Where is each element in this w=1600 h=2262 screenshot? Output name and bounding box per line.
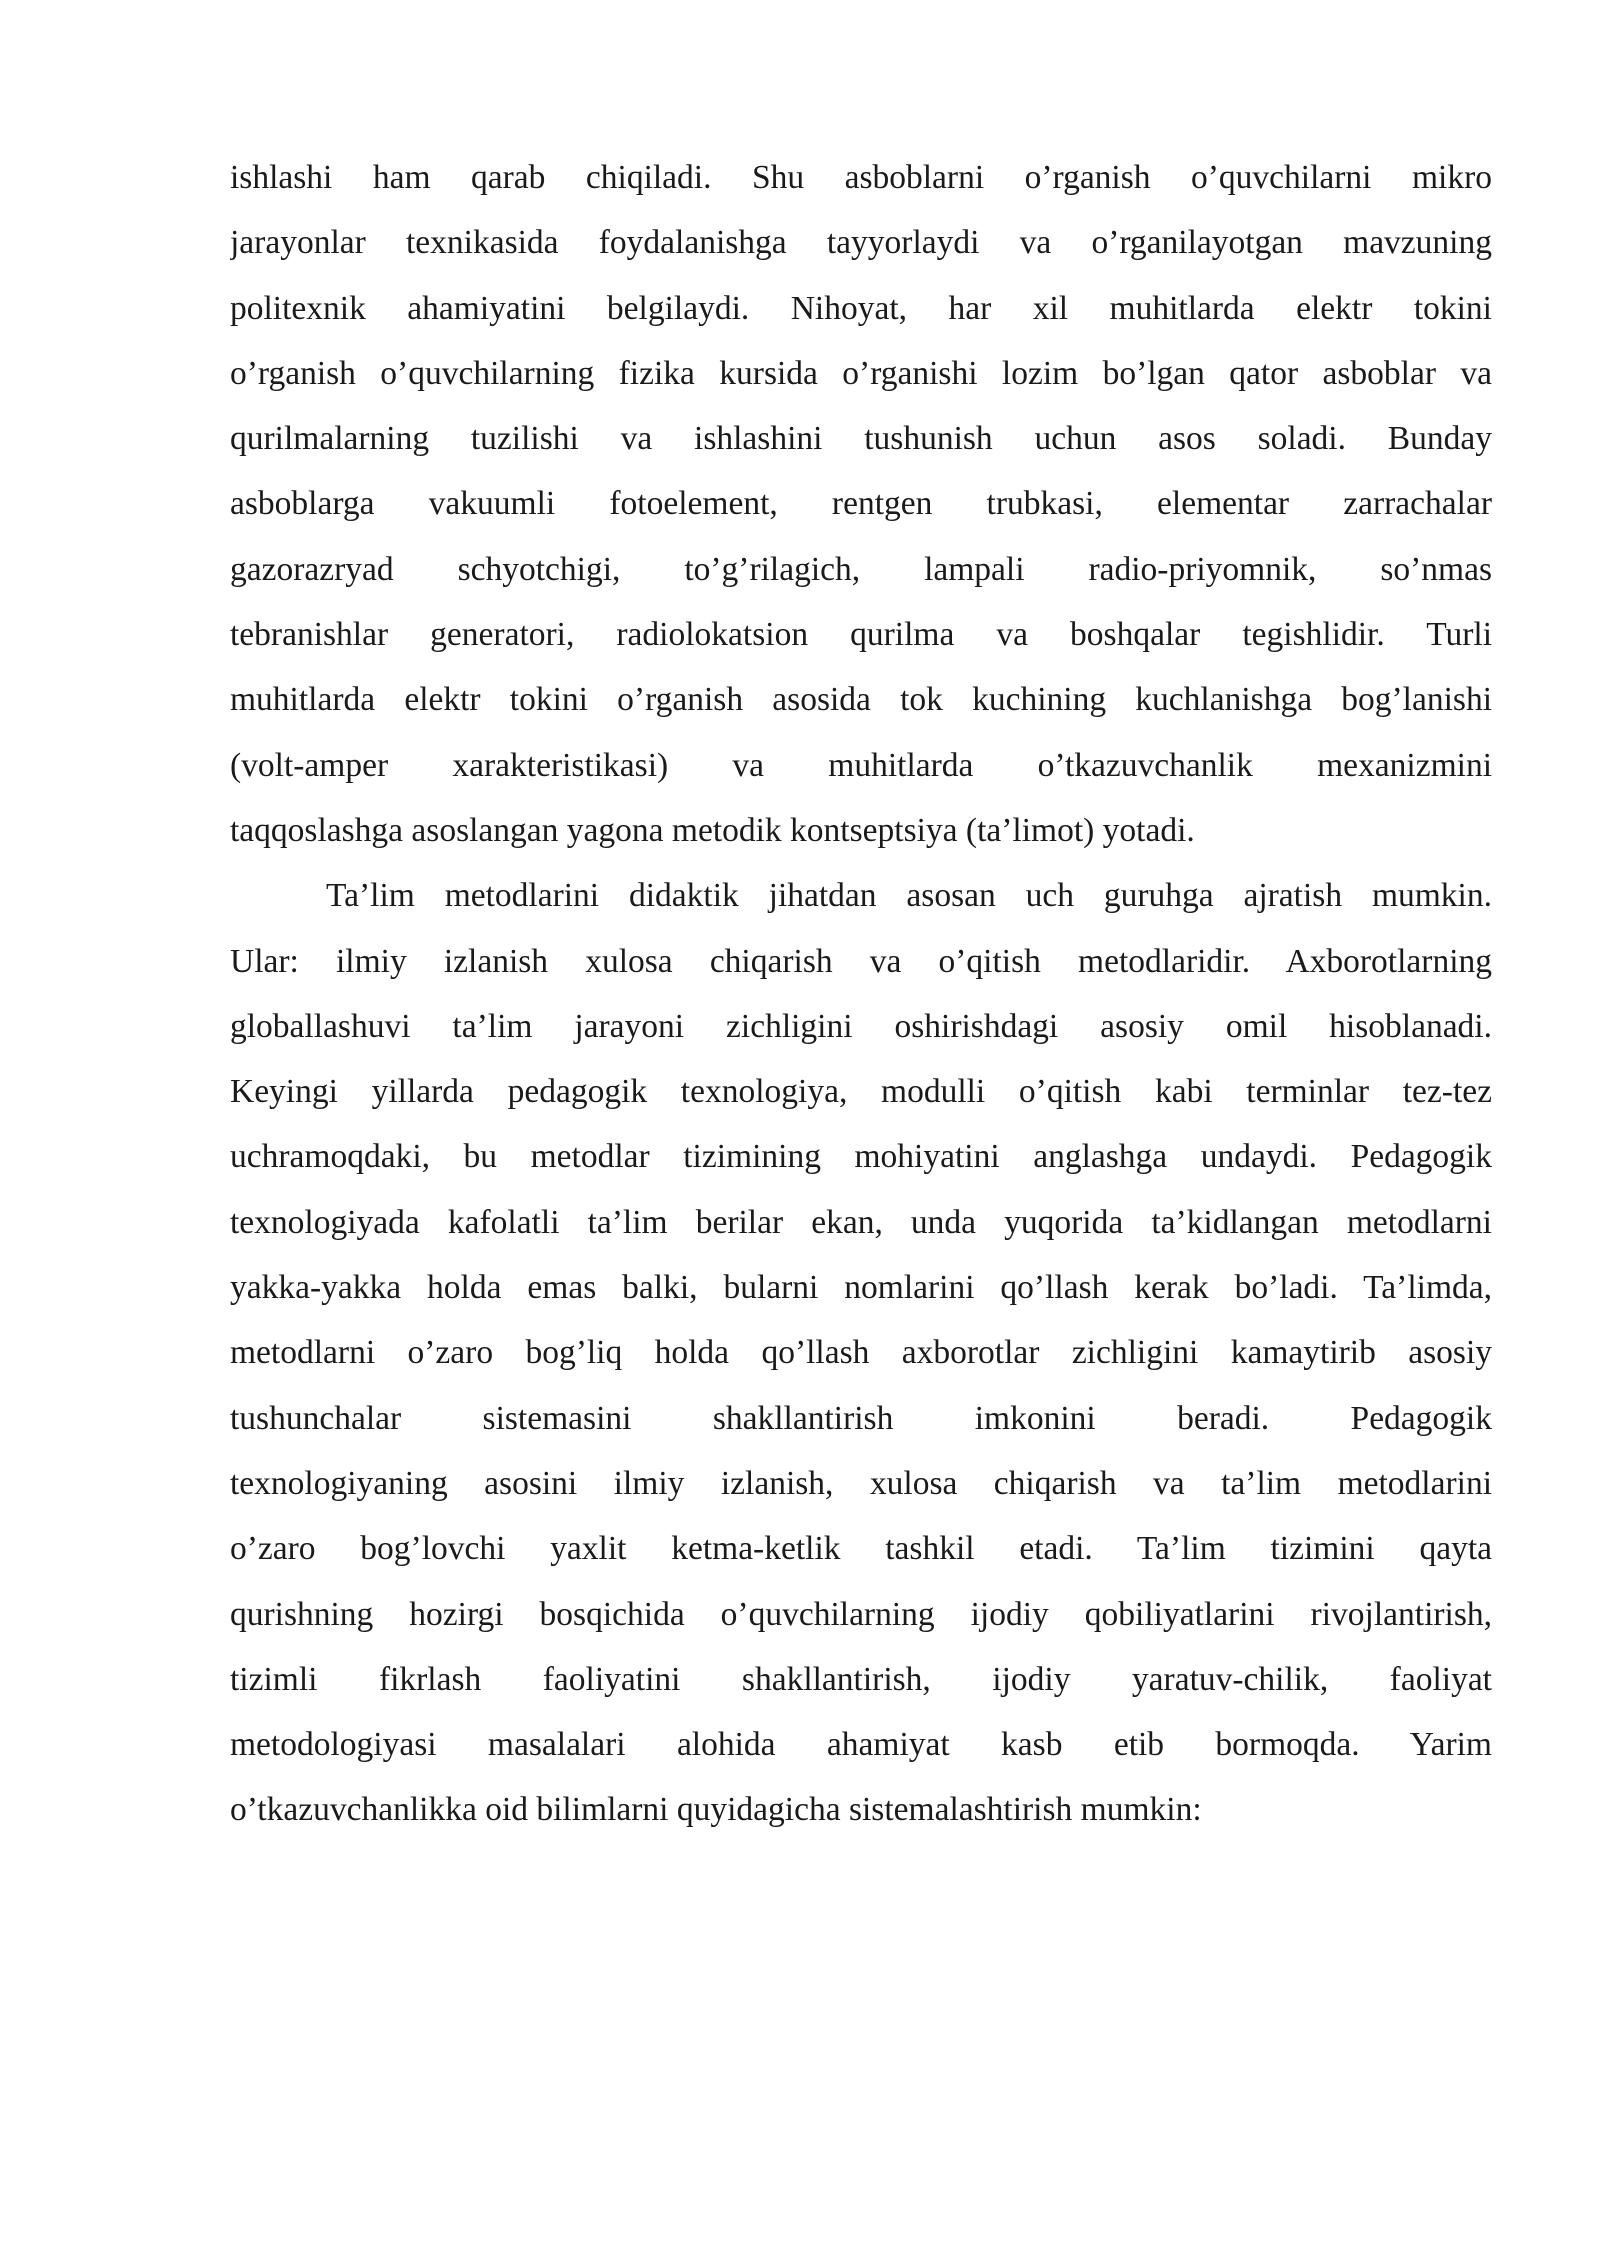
text-line: ishlashi ham qarab chiqiladi. Shu asboblarni o’rganish o’quvchilarni mikro <box>230 159 1492 196</box>
text-line: tushunchalar sistemasini shakllantirish imkonini beradi. Pedagogik <box>230 1399 1492 1437</box>
text-line: globallashuvi ta’lim jarayoni zichligini oshirishdagi asosiy omil hisoblanadi. <box>230 1007 1492 1045</box>
text-line: jarayonlar texnikasida foydalanishga tayyorlaydi va o’rganilayotgan mavzuning <box>230 224 1492 262</box>
text-line: tebranishlar generatori, radiolokatsion qurilma va boshqalar tegishlidir. Turli <box>230 616 1492 654</box>
text-line: (volt-amper xarakteristikasi) va muhitlarda o’tkazuvchanlik mexanizmini <box>230 746 1492 784</box>
text-line: gazorazryad schyotchigi, to’g’rilagich, lampali radio-priyomnik, so’nmas <box>230 550 1492 588</box>
text-line: o’rganish o’quvchilarning fizika kursida o’rganishi lozim bo’lgan qator asboblar va <box>230 354 1492 392</box>
text-line: qurilmalarning tuzilishi va ishlashini tushunish uchun asos soladi. Bunday <box>230 420 1492 458</box>
text-line: uchramoqdaki, bu metodlar tizimining mohiyatini anglashga undaydi. Pedagogik <box>230 1138 1492 1176</box>
text-line: o’tkazuvchanlikka oid bilimlarni quyidagicha sistemalashtirish mumkin: <box>230 1791 1202 1829</box>
text-line: metodlarni o’zaro bog’liq holda qo’llash axborotlar zichligini kamaytirib asosiy <box>230 1334 1492 1372</box>
text-line: texnologiyaning asosini ilmiy izlanish, xulosa chiqarish va ta’lim metodlarini <box>230 1464 1492 1502</box>
text-line: metodologiyasi masalalari alohida ahamiyat kasb etib bormoqda. Yarim <box>230 1726 1492 1764</box>
text-line: muhitlarda elektr tokini o’rganish asosida tok kuchining kuchlanishga bog’lanishi <box>230 681 1492 719</box>
text-line: yakka-yakka holda emas balki, bularni nomlarini qo’llash kerak bo’ladi. Ta’limda, <box>230 1269 1492 1307</box>
text-line: Ular: ilmiy izlanish xulosa chiqarish va o’qitish metodlaridir. Axborotlarning <box>230 942 1492 980</box>
text-line: politexnik ahamiyatini belgilaydi. Nihoyat, har xil muhitlarda elektr tokini <box>230 289 1492 327</box>
text-line: Ta’lim metodlarini didaktik jihatdan asosan uch guruhga ajratish mumkin. <box>326 877 1492 915</box>
body-text <box>230 145 1492 1843</box>
text-line: asboblarga vakuumli fotoelement, rentgen trubkasi, elementar zarrachalar <box>230 485 1492 523</box>
text-line: texnologiyada kafolatli ta’lim berilar ekan, unda yuqorida ta’kidlangan metodlarni <box>230 1203 1492 1241</box>
text-line: taqqoslashga asoslangan yagona metodik kontseptsiya (ta’limot) yotadi. <box>230 811 1195 849</box>
text-line: qurishning hozirgi bosqichida o’quvchilarning ijodiy qobiliyatlarini rivojlantirish, <box>230 1595 1492 1633</box>
text-line: tizimli fikrlash faoliyatini shakllantirish, ijodiy yaratuv-chilik, faoliyat <box>230 1660 1492 1698</box>
text-line: o’zaro bog’lovchi yaxlit ketma-ketlik tashkil etadi. Ta’lim tizimini qayta <box>230 1530 1492 1568</box>
paragraph-2 <box>230 863 1492 1842</box>
paragraph-1 <box>230 145 1492 863</box>
text-line: Keyingi yillarda pedagogik texnologiya, modulli o’qitish kabi terminlar tez-tez <box>230 1073 1492 1111</box>
